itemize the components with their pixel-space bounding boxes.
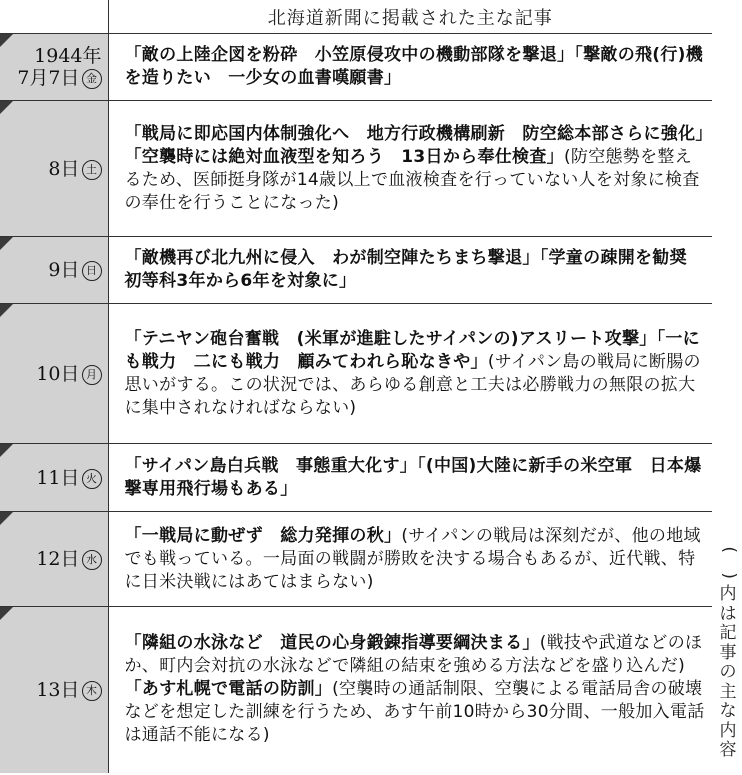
- side-note-char: 内: [719, 720, 737, 741]
- summary-note: (戦技や武道などのほか、町内会対抗の水泳などで隣組の結束を強める方法などを盛り込んだ): [124, 633, 703, 677]
- summary-note-secondary: (空襲時の通話制限、空襲による電話局舎の破壊などを想定した訓練を行うため、あす午前10時から30分間、一般加入電話は通話不能になる): [124, 679, 705, 746]
- date-cell: [0, 444, 108, 512]
- summary-note: (防空態勢を整えるため、医師挺身隊が14歳以上で血液検査を行っていない人を対象に検査の奉仕を行うことになった): [124, 146, 700, 213]
- side-note-char: 容: [719, 740, 737, 760]
- summary-note: (サイパンの戦局は深刻だが、他の地域でも戦っている。一局面の戦闘が勝敗を決する場合もあるが、近代戦、特に日米決戦にはあてはまらない): [124, 525, 701, 592]
- date-cell: [0, 237, 108, 304]
- weekday-badge: 木: [82, 681, 102, 701]
- date-label: 7月7日: [17, 67, 80, 89]
- year-label: 1944年: [34, 45, 102, 67]
- headline: 「テニヤン砲台奮戦 (米軍が進駐したサイパンの)アスリート攻撃」「一にも戦力 二にも戦力 顧みてわれら恥なきや」: [124, 328, 700, 372]
- table-title: 北海道新聞に掲載された主な記事: [108, 0, 712, 34]
- headline-secondary: 「あす札幌で電話の防訓」: [124, 679, 333, 700]
- table-row: [0, 34, 712, 101]
- side-note-vertical: [716, 540, 740, 761]
- article-cell: [108, 512, 712, 607]
- side-note-char: 記: [719, 623, 737, 643]
- headline: 「敵の上陸企図を粉砕 小笠原侵攻中の機動部隊を撃退」「撃敵の飛(行)機を造りたい 一少女の血書嘆願書」: [124, 45, 704, 88]
- side-note-char: (: [718, 546, 739, 554]
- date-label: 11日: [36, 466, 80, 489]
- weekday-badge: 土: [82, 160, 102, 180]
- date-label: 13日: [36, 678, 80, 701]
- headline: 「戦局に即応国内体制強化へ 地方行政機構刷新 防空総本部さらに強化」「空襲時には絶対血液型を知ろう 13日から奉仕検査」: [124, 123, 705, 167]
- date-cell: [0, 304, 108, 444]
- weekday-badge: 月: [82, 365, 102, 385]
- table-row: [0, 444, 712, 512]
- date-label: 9日: [48, 259, 80, 281]
- weekday-badge: 金: [82, 69, 102, 89]
- article-cell: [108, 304, 712, 444]
- date-label: 10日: [36, 362, 80, 385]
- side-note-char: 内: [719, 584, 737, 604]
- article-cell: [108, 34, 712, 101]
- date-cell: [0, 607, 108, 773]
- headline: 「サイパン島白兵戦 事態重大化す」「(中国)大陸に新手の米空軍 日本爆撃専用飛行場もある」: [124, 455, 702, 499]
- side-note-char: 事: [719, 642, 737, 663]
- article-cell: [108, 444, 712, 512]
- date-cell: [0, 101, 108, 237]
- summary-note: (サイパン島の戦局に断腸の思いがする。この状況では、あらゆる創意と工夫は必勝戦力の無限の拡大に集中されなければならない): [124, 351, 701, 418]
- date-cell: [0, 34, 108, 101]
- side-note-char: は: [719, 603, 737, 624]
- side-note-char: の: [719, 662, 737, 682]
- article-cell: [108, 101, 712, 237]
- header-date-cell: [0, 0, 108, 34]
- date-label: 8日: [48, 157, 80, 180]
- table-row: [0, 512, 712, 607]
- weekday-badge: 日: [82, 261, 102, 281]
- date-cell: [0, 512, 108, 607]
- weekday-badge: 水: [82, 550, 102, 570]
- article-cell: [108, 237, 712, 304]
- side-note-char: 主: [719, 681, 737, 702]
- headline: 「一戦局に動ぜず 総力発揮の秋」: [124, 525, 402, 546]
- table-row: [0, 304, 712, 444]
- side-note-char: な: [719, 701, 737, 721]
- headline: 「隣組の水泳など 道民の心身鍛錬指導要綱決まる」: [124, 633, 540, 654]
- table-row: [0, 237, 712, 304]
- headline: 「敵機再び北九州に侵入 わが制空陣たちまち撃退」「学童の疎開を勧奨 初等科3年から6年を対象に」: [124, 248, 705, 291]
- article-cell: [108, 607, 712, 773]
- weekday-badge: 火: [82, 469, 102, 489]
- table-row: [0, 101, 712, 237]
- table-row: [0, 607, 712, 773]
- date-label: 12日: [36, 548, 80, 570]
- side-note-char: ): [718, 571, 739, 579]
